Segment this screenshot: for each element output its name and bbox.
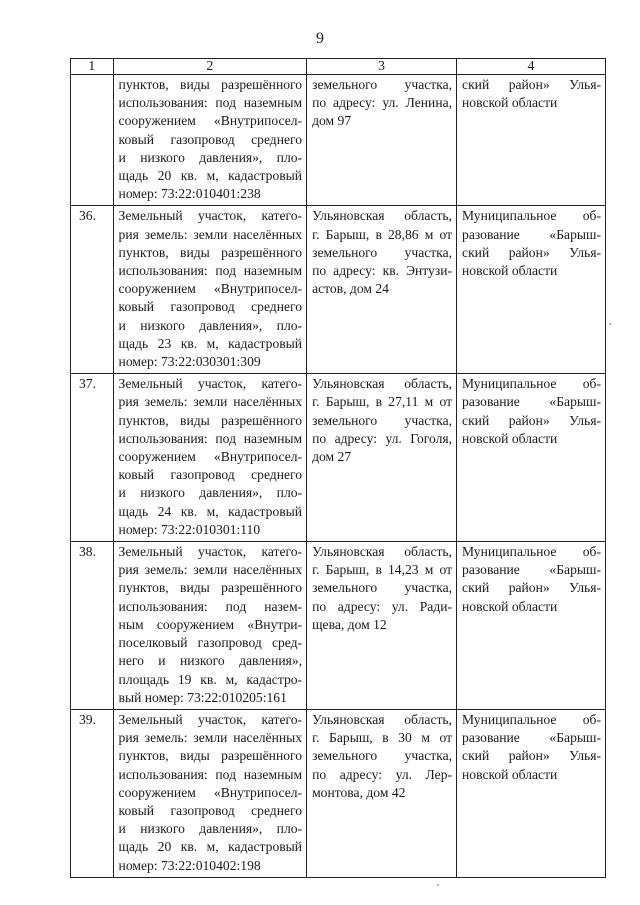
- description-cell: [113, 542, 307, 710]
- cell-text: [119, 207, 303, 371]
- text-line: вый номер: 73:22:010205:161: [118, 689, 287, 705]
- column-number-row: [71, 59, 606, 75]
- text-line: пунктов, виды разрешённого: [118, 244, 303, 260]
- municipality-cell: [457, 206, 606, 374]
- text-line: сооружением «Внутрипосел-: [118, 281, 303, 297]
- column-number-3: 3: [307, 59, 457, 75]
- text-line: использования: под наземным: [118, 766, 303, 782]
- text-line: поселковый газопровод сред-: [118, 635, 303, 651]
- table-row: [71, 709, 606, 877]
- row-number-cell: 39.: [71, 709, 114, 877]
- text-line: использования: под наземным: [118, 430, 303, 446]
- scan-speck: [609, 323, 611, 325]
- text-line: Земельный участок, катего-: [118, 544, 303, 560]
- text-line: Ульяновская область,: [312, 544, 453, 560]
- text-line: сооружением «Внутрипосел-: [118, 113, 303, 129]
- text-line: ский район» Улья-: [462, 244, 601, 260]
- text-line: рия земель: земли населённых: [118, 226, 303, 242]
- description-cell: [113, 206, 307, 374]
- text-line: Ульяновская область,: [312, 376, 453, 392]
- cell-text: [312, 375, 452, 466]
- text-line: Земельный участок, катего-: [118, 711, 303, 727]
- row-number-cell: 38.: [71, 542, 114, 710]
- text-line: дом 97: [312, 113, 352, 129]
- text-line: щева, дом 12: [312, 616, 387, 632]
- text-line: разование «Барыш-: [462, 562, 601, 578]
- text-line: по адресу: ул. Ради-: [312, 598, 453, 614]
- text-line: пунктов, виды разрешённого: [118, 412, 303, 428]
- text-line: новской области: [462, 430, 558, 446]
- text-line: монтова, дом 42: [312, 784, 406, 800]
- description-cell: [113, 75, 307, 206]
- table-row: [71, 542, 606, 710]
- text-line: дом 27: [312, 449, 352, 465]
- text-line: г. Барыш, в 30 м от: [312, 730, 453, 746]
- continuation-row: [71, 75, 606, 206]
- cell-text: [119, 711, 303, 875]
- cell-text: [312, 543, 452, 634]
- column-number-1: 1: [71, 59, 114, 75]
- text-line: рия земель: земли населённых: [118, 562, 303, 578]
- text-line: астов, дом 24: [312, 281, 389, 297]
- description-cell: [113, 709, 307, 877]
- cell-text: [462, 207, 601, 280]
- text-line: ковый газопровод среднего: [118, 131, 303, 147]
- text-line: и низкого давления», пло-: [118, 485, 303, 501]
- text-line: ным сооружением «Внутри-: [118, 616, 303, 632]
- text-line: земельного участка,: [312, 244, 453, 260]
- text-line: номер: 73:22:010301:110: [118, 521, 261, 537]
- municipality-cell: [457, 709, 606, 877]
- text-line: ский район» Улья-: [462, 748, 601, 764]
- text-line: сооружением «Внутрипосел-: [118, 449, 303, 465]
- location-cell: [307, 374, 457, 542]
- row-number-cell: 36.: [71, 206, 114, 374]
- cell-text: [119, 543, 303, 707]
- cell-text: [462, 711, 601, 784]
- text-line: Муниципальное об-: [462, 376, 601, 392]
- cell-text: [462, 543, 601, 616]
- text-line: по адресу: ул. Гоголя,: [312, 430, 453, 446]
- text-line: земельного участка,: [312, 77, 453, 92]
- text-line: г. Барыш, в 27,11 м от: [312, 394, 453, 410]
- text-line: г. Барыш, в 28,86 м от: [312, 226, 453, 242]
- cell-text: [462, 375, 601, 448]
- text-line: по адресу: ул. Лер-: [312, 766, 453, 782]
- text-line: пунктов, виды разрешённого: [118, 77, 303, 92]
- land-plots-table: [70, 58, 606, 878]
- text-line: и низкого давления», пло-: [118, 149, 303, 165]
- text-line: земельного участка,: [312, 580, 453, 596]
- text-line: по адресу: кв. Энтузи-: [312, 263, 453, 279]
- text-line: пунктов, виды разрешённого: [118, 580, 303, 596]
- text-line: рия земель: земли населённых: [118, 730, 303, 746]
- text-line: номер: 73:22:030301:309: [118, 354, 261, 370]
- text-line: разование «Барыш-: [462, 226, 601, 242]
- text-line: новской области: [462, 766, 558, 782]
- scan-speck: [437, 884, 439, 886]
- text-line: ковый газопровод среднего: [118, 467, 303, 483]
- text-line: ковый газопровод среднего: [118, 299, 303, 315]
- municipality-cell: [457, 75, 606, 206]
- text-line: Земельный участок, катего-: [118, 208, 303, 224]
- page-number: 9: [316, 30, 324, 47]
- text-line: использования: под наземным: [118, 95, 303, 111]
- text-line: разование «Барыш-: [462, 394, 601, 410]
- location-cell: [307, 75, 457, 206]
- text-line: него и низкого давления»,: [118, 653, 303, 669]
- location-cell: [307, 206, 457, 374]
- text-line: Муниципальное об-: [462, 711, 601, 727]
- cell-text: [312, 207, 452, 298]
- text-line: по адресу: ул. Ленина,: [312, 95, 453, 111]
- column-number-4: 4: [457, 59, 606, 75]
- text-line: пунктов, виды разрешённого: [118, 748, 303, 764]
- text-line: площадь 19 кв. м, кадастро-: [118, 671, 303, 687]
- cell-text: [462, 76, 601, 112]
- municipality-cell: [457, 374, 606, 542]
- text-line: щадь 20 кв. м, кадастровый: [118, 168, 303, 184]
- text-line: разование «Барыш-: [462, 730, 601, 746]
- column-number-2: 2: [113, 59, 307, 75]
- text-line: сооружением «Внутрипосел-: [118, 784, 303, 800]
- text-line: новской области: [462, 263, 558, 279]
- cell-text: [312, 76, 452, 131]
- text-line: ковый газопровод среднего: [118, 802, 303, 818]
- text-line: номер: 73:22:010402:198: [118, 857, 261, 873]
- text-line: щадь 23 кв. м, кадастровый: [118, 335, 303, 351]
- cell-text: [312, 711, 452, 802]
- text-line: использования: под назем-: [118, 598, 303, 614]
- text-line: Ульяновская область,: [312, 208, 453, 224]
- table-row: [71, 206, 606, 374]
- text-line: г. Барыш, в 14,23 м от: [312, 562, 453, 578]
- location-cell: [307, 709, 457, 877]
- cell-text: [119, 76, 303, 203]
- municipality-cell: [457, 542, 606, 710]
- description-cell: [113, 374, 307, 542]
- cell-text: [119, 375, 303, 539]
- text-line: земельного участка,: [312, 412, 453, 428]
- text-line: Земельный участок, катего-: [118, 376, 303, 392]
- text-line: ский район» Улья-: [462, 77, 601, 92]
- text-line: рия земель: земли населённых: [118, 394, 303, 410]
- text-line: использования: под наземным: [118, 263, 303, 279]
- text-line: щадь 20 кв. м, кадастровый: [118, 839, 303, 855]
- text-line: Муниципальное об-: [462, 208, 601, 224]
- text-line: ский район» Улья-: [462, 580, 601, 596]
- text-line: Муниципальное об-: [462, 544, 601, 560]
- text-line: номер: 73:22:010401:238: [118, 186, 261, 202]
- text-line: земельного участка,: [312, 748, 453, 764]
- text-line: ский район» Улья-: [462, 412, 601, 428]
- text-line: новской области: [462, 95, 558, 111]
- text-line: Ульяновская область,: [312, 711, 453, 727]
- text-line: и низкого давления», пло-: [118, 821, 303, 837]
- table-row: [71, 374, 606, 542]
- text-line: и низкого давления», пло-: [118, 317, 303, 333]
- location-cell: [307, 542, 457, 710]
- row-number-cell: [71, 75, 114, 206]
- text-line: щадь 24 кв. м, кадастровый: [118, 503, 303, 519]
- text-line: новской области: [462, 598, 558, 614]
- row-number-cell: 37.: [71, 374, 114, 542]
